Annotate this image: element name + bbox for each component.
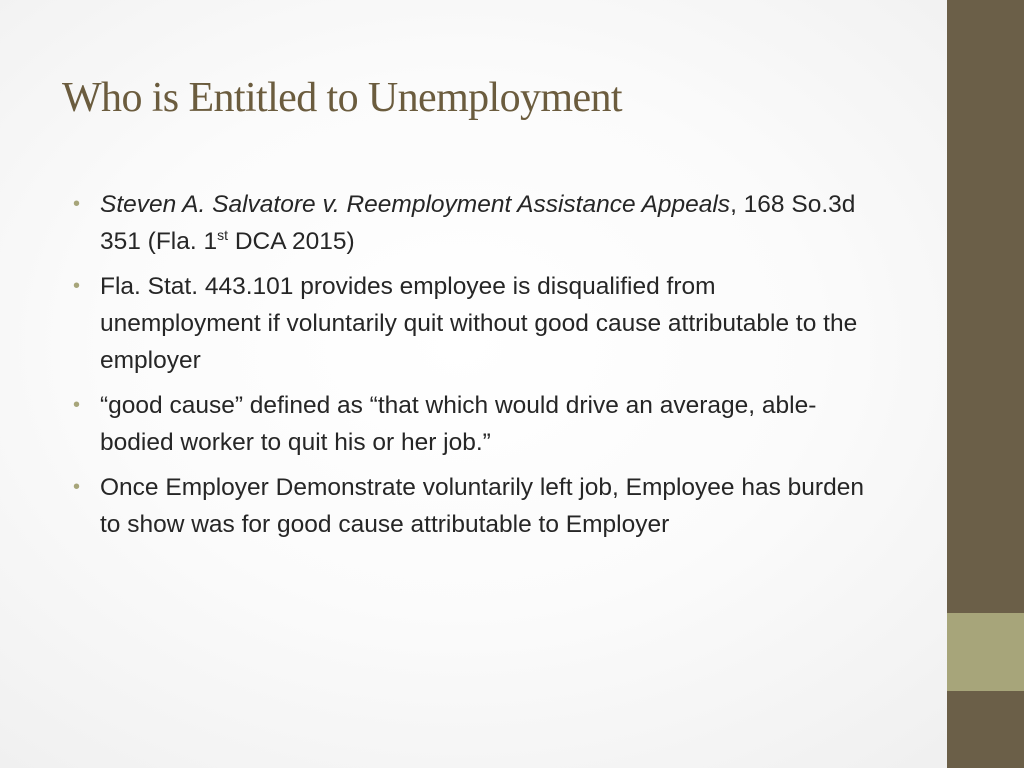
bullet-icon: • — [73, 193, 81, 215]
bullet-text: “good cause” defined as “that which would drive an average, able-bodied worker to quit his or her job.” — [100, 392, 817, 456]
bullet-item-case-citation — [73, 186, 873, 260]
bullet-text — [100, 191, 855, 255]
citation-superscript: st — [217, 227, 229, 243]
bullet-icon: • — [73, 394, 81, 416]
side-accent-block — [947, 613, 1024, 691]
bullet-icon: • — [73, 275, 81, 297]
bullet-item-statute — [73, 268, 873, 379]
bullet-item-good-cause — [73, 387, 873, 461]
bullet-list — [73, 186, 873, 551]
slide-title: Who is Entitled to Unemployment — [62, 75, 622, 121]
bullet-text: Fla. Stat. 443.101 provides employee is disqualified from unemployment if voluntarily quit without good cause attributable to the employer — [100, 273, 858, 374]
bullet-item-burden — [73, 469, 873, 543]
bullet-icon: • — [73, 476, 81, 498]
citation-end: DCA 2015) — [228, 228, 355, 255]
bullet-text: Once Employer Demonstrate voluntarily left job, Employee has burden to show was for good cause attributable to Employer — [100, 474, 864, 538]
case-name: Steven A. Salvatore v. Reemployment Assistance Appeals — [100, 191, 731, 218]
citation-start: , 168 So.3d 351 (Fla. 1 — [100, 191, 856, 255]
